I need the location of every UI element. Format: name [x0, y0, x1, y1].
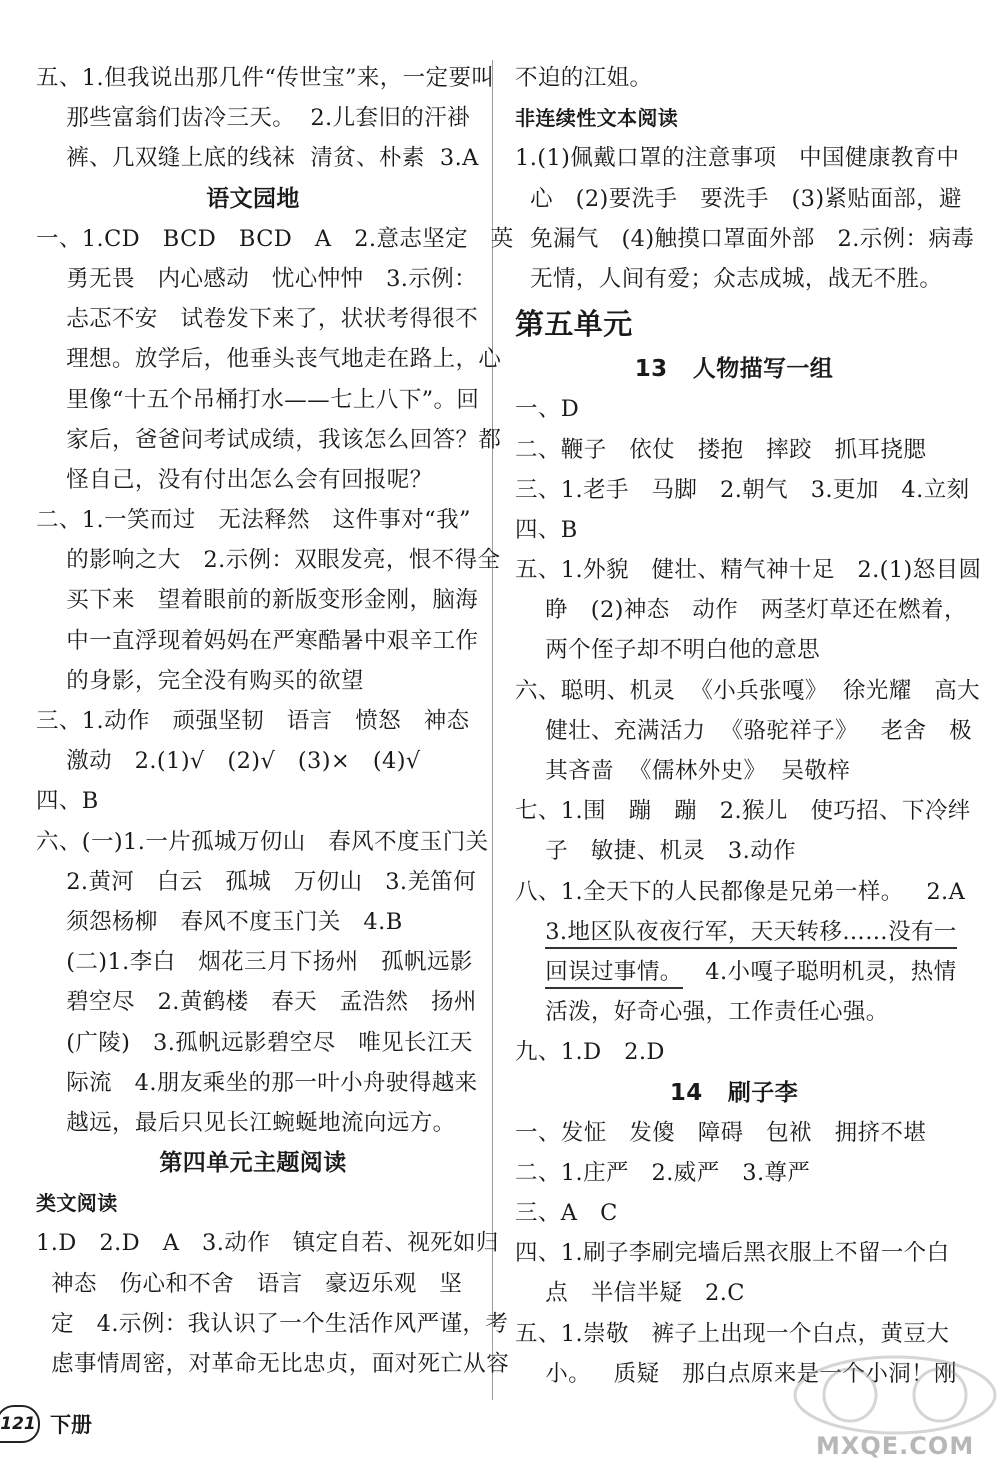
- section-heading: 13 人物描写一组: [634, 356, 834, 383]
- answer-line: 一、发怔 发傻 障碍 包袱 拥挤不堪: [515, 1119, 927, 1146]
- answer-line: 二、1.庄严 2.威严 3.尊严: [515, 1159, 811, 1186]
- answer-line: 一、1.CD BCD BCD A 2.意志坚定 英: [36, 225, 514, 252]
- answer-line: 健壮、充满活力 《骆驼祥子》 老舍 极: [515, 717, 973, 744]
- answer-line: 2.黄河 白云 孤城 万仞山 3.羌笛何: [36, 868, 477, 895]
- answer-line: 三、1.老手 马脚 2.朝气 3.更加 4.立刻: [515, 476, 970, 503]
- answer-line: 心 (2)要洗手 要洗手 (3)紧贴面部，避: [515, 185, 962, 212]
- left-column: [36, 58, 514, 1384]
- answer-line: 点 半信半疑 2.C: [515, 1280, 745, 1307]
- answer-line: 中一直浮现着妈妈在严寒酷暑中艰辛工作: [36, 627, 479, 654]
- answer-line: 1.D 2.D A 3.动作 镇定自若、视死如归: [36, 1230, 499, 1257]
- section-heading: 语文园地: [206, 185, 300, 212]
- answer-line: 家后，爸爸问考试成绩，我该怎么回答？都: [36, 426, 502, 453]
- answer-line: 六、聪明、机灵 《小兵张嘎》 徐光耀 高大: [515, 677, 981, 704]
- answer-line: 须怨杨柳 春风不度玉门关 4.B: [36, 908, 403, 935]
- answer-line: 碧空尽 2.黄鹤楼 春天 孟浩然 扬州: [36, 989, 477, 1016]
- answer-line: 四、1.刷子李刷完墙后黑衣服上不留一个白: [515, 1240, 950, 1267]
- answer-line: 八、1.全天下的人民都像是兄弟一样。 2.A: [515, 878, 966, 905]
- answer-line: 忐忑不安 试卷发下来了，状状考得很不: [36, 306, 479, 333]
- answer-line: 四、B: [515, 516, 578, 543]
- subsection-heading: 非连续性文本阅读: [515, 106, 679, 131]
- answer-line: 七、1.围 蹦 蹦 2.猴儿 使巧招、下冷绊: [515, 798, 971, 825]
- answer-line-indent: [515, 919, 545, 947]
- answer-line: 二、1.一笑而过 无法释然 这件事对“我”: [36, 507, 471, 534]
- section-heading: 第四单元主题阅读: [159, 1150, 347, 1177]
- answer-line: 二、鞭子 依仗 搂抱 摔跤 抓耳挠腮: [515, 436, 927, 463]
- answer-line: 两个侄子却不明白他的意思: [515, 637, 821, 664]
- answer-line: 里像“十五个吊桶打水——七上八下”。回: [36, 386, 480, 413]
- answer-line: 勇无畏 内心感动 忧心忡忡 3.示例：: [36, 265, 478, 292]
- watermark-text: MXQE.COM: [816, 1432, 975, 1460]
- answer-line: 四、B: [36, 788, 99, 815]
- answer-line: 五、1.但我说出那几件“传世宝”来，一定要叫: [36, 65, 495, 91]
- answer-line-rest: 4.小嘎子聪明机灵，热情: [682, 958, 957, 985]
- answer-line: 其吝啬 《儒林外史》 吴敬梓: [515, 758, 851, 784]
- answer-line: (二)1.李白 烟花三月下扬州 孤帆远影: [36, 949, 473, 976]
- answer-line: 1.(1)佩戴口罩的注意事项 中国健康教育中: [515, 145, 960, 172]
- answer-line: 六、(一)1.一片孤城万仞山 春风不度玉门关: [36, 828, 489, 855]
- answer-line: 理想。放学后，他垂头丧气地走在路上，心: [36, 346, 502, 373]
- answer-line: 越远，最后只见长江蜿蜒地流向远方。: [36, 1109, 456, 1136]
- page-number: 121: [0, 1405, 40, 1443]
- answer-line: 不迫的江姐。: [515, 65, 653, 91]
- answer-line-indent: [515, 959, 545, 985]
- answer-line: 三、A C: [515, 1200, 618, 1227]
- answer-line: 激动 2.(1)√ (2)√ (3)× (4)√: [36, 748, 421, 775]
- answer-line: 买下来 望着眼前的新版变形金刚，脑海: [36, 587, 479, 614]
- right-column: [515, 58, 982, 1394]
- answer-line: 际流 4.朋友乘坐的那一叶小舟驶得越来: [36, 1069, 478, 1096]
- answer-line: 那些富翁们齿冷三天。 2.儿套旧的汗褂: [36, 105, 470, 132]
- answer-line: [515, 952, 957, 992]
- answer-line: 三、1.动作 顽强坚韧 语言 愤怒 神态: [36, 708, 470, 734]
- volume-label: 下册: [50, 1413, 92, 1437]
- answer-line: 免漏气 (4)触摸口罩面外部 2.示例：病毒: [515, 225, 975, 252]
- answer-line: 九、1.D 2.D: [515, 1039, 665, 1066]
- answer-line: 子 敏捷、机灵 3.动作: [515, 838, 796, 865]
- answer-line: (广陵) 3.孤帆远影碧空尽 唯见长江天: [36, 1029, 473, 1056]
- answer-line: 小。 质疑 那白点原来是一个小洞！刚: [515, 1360, 957, 1387]
- answer-line: 神态 伤心和不舍 语言 豪迈乐观 坚: [36, 1270, 463, 1297]
- answer-line: 睁 (2)神态 动作 两茎灯草还在燃着，: [515, 597, 967, 624]
- answer-line: 的影响之大 2.示例：双眼发亮，恨不得全: [36, 547, 501, 574]
- answer-line: 怪自己，没有付出怎么会有回报呢？: [36, 466, 433, 493]
- answer-line: 定 4.示例：我认识了一个生活作风严谨，考: [36, 1310, 509, 1337]
- unit-heading: 第五单元: [515, 307, 633, 342]
- answer-line: 裤、几双缝上底的线袜 清贫、朴素 3.A: [36, 145, 479, 172]
- section-heading: 14 刷子李: [669, 1079, 799, 1106]
- column-divider: [492, 60, 493, 1400]
- answer-line: 五、1.崇敬 裤子上出现一个白点，黄豆大: [515, 1320, 950, 1347]
- answer-line: 一、D: [515, 396, 580, 423]
- answer-line: 的身影，完全没有购买的欲望: [36, 667, 364, 694]
- answer-line: 虑事情周密，对革命无比忠贞，面对死亡从容: [36, 1351, 510, 1377]
- answer-line: 五、1.外貌 健壮、精气神十足 2.(1)怒目圆: [515, 557, 982, 584]
- answer-line: 活泼，好奇心强，工作责任心强。: [515, 999, 889, 1026]
- underlined-text: 3.地区队夜夜行军，天天转移……没有一: [545, 919, 957, 949]
- subsection-heading: 类文阅读: [36, 1191, 118, 1216]
- page-footer: [0, 1404, 92, 1444]
- answer-line: [515, 912, 957, 952]
- underlined-text: 回误过事情。: [545, 959, 682, 989]
- answer-line: 无情，人间有爱；众志成城，战无不胜。: [515, 265, 943, 292]
